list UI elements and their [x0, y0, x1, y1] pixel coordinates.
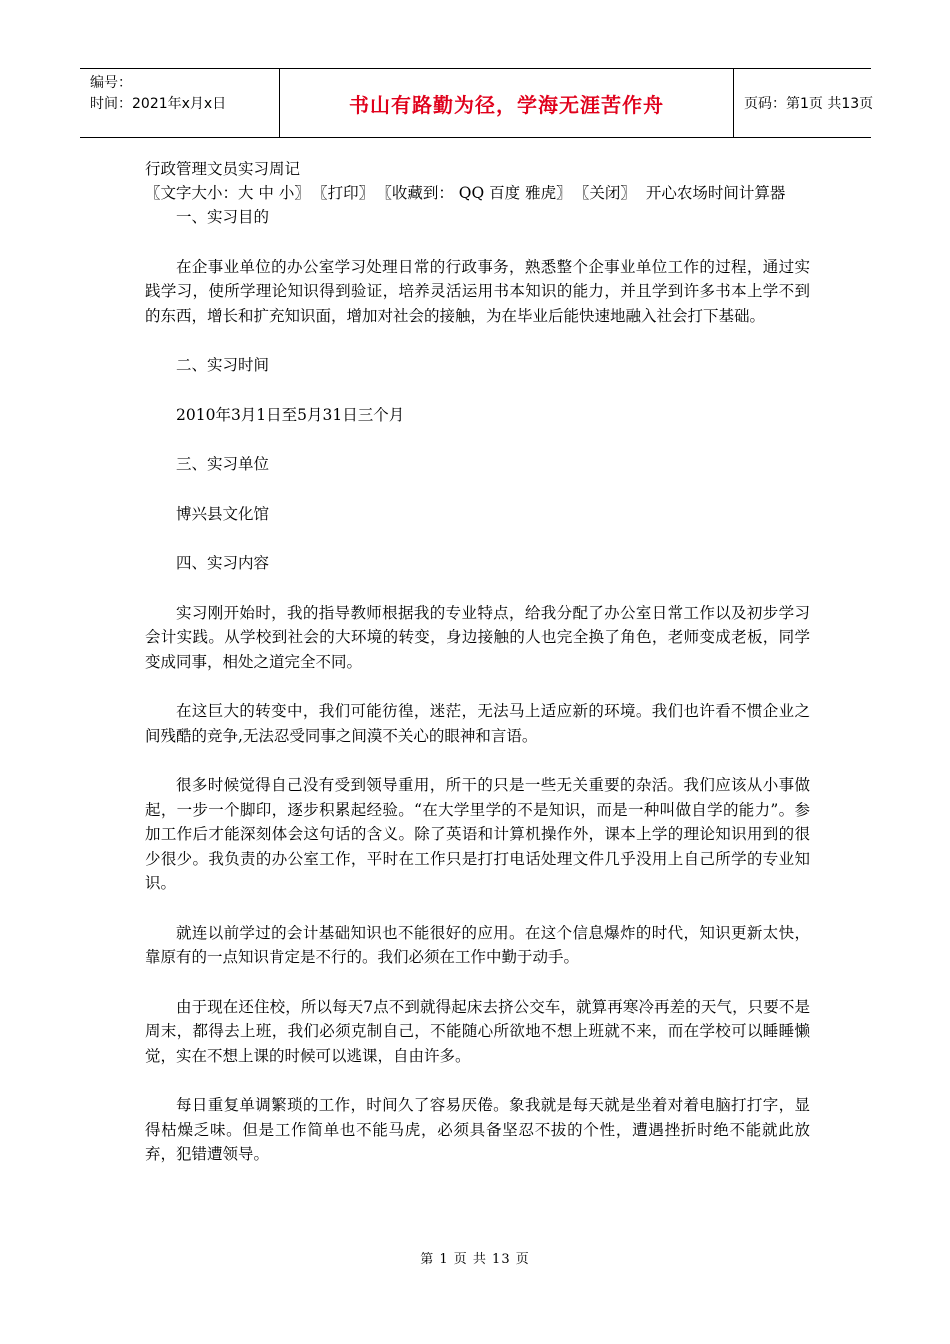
- paragraph: 博兴县文化馆: [176, 504, 270, 523]
- paragraph: 很多时候觉得自己没有受到领导重用，所干的只是一些无关重要的杂活。我们应该从小事做起，一步一个脚印，逐步积累起经验。“在大学里学的不是知识，而是一种叫做自学的能力”。参加工作后才能深刻体会这句话的含义。除了英语和计算机操作外，课本上学的理论知识用到的很少很少。我负责的办公室工作，平时在工作只是打打电话处理文件几乎没用上自己所学的专业知识。: [145, 776, 810, 892]
- page-footer: 第 1 页 共 13 页: [420, 1252, 530, 1267]
- header-motto-cell: [280, 69, 734, 137]
- number-label: 编号：: [90, 75, 132, 91]
- section-heading: 一、实习目的: [176, 208, 270, 226]
- motto: 书山有路勤为径，学海无涯苦作舟: [349, 92, 664, 117]
- document-header: [80, 68, 874, 138]
- date-label: 时间：2021年x月x日: [90, 96, 227, 112]
- paragraph: 就连以前学过的会计基础知识也不能很好的应用。在这个信息爆炸的时代，知识更新太快，靠原有的一点知识肯定是不行的。我们必须在工作中勤于动手。: [145, 923, 810, 966]
- farm-time-calculator-link[interactable]: 开心农场时间计算器: [645, 184, 786, 202]
- doc-title: 行政管理文员实习周记: [145, 160, 301, 178]
- close-link[interactable]: 〖关闭〗: [581, 184, 636, 202]
- print-link[interactable]: 〖打印〗: [319, 184, 375, 202]
- document-body: [145, 157, 810, 1167]
- paragraph: 每日重复单调繁琐的工作，时间久了容易厌倦。象我就是每天就是坐着对着电脑打打字，显得枯燥乏味。但是工作简单也不能马虎，必须具备坚忍不拔的个性，遭遇挫折时绝不能就此放弃，犯错遭领导。: [145, 1096, 810, 1163]
- section-heading: 四、实习内容: [176, 554, 270, 572]
- section-heading: 三、实习单位: [176, 455, 270, 473]
- paragraph: 由于现在还住校，所以每天7点不到就得起床去挤公交车，就算再寒冷再差的天气，只要不是周末，都得去上班，我们必须克制自己，不能随心所欲地不想上班就不来，而在学校可以睡睡懒觉，实在不想上课的时候可以逃课，自由许多。: [145, 997, 810, 1065]
- font-size-control[interactable]: 〖文字大小：大 中 小〗: [145, 184, 310, 202]
- header-page-info: 页码：第1页 共13页: [744, 96, 874, 112]
- bookmark-links[interactable]: 〖收藏到： QQ 百度 雅虎〗: [384, 184, 572, 202]
- paragraph: 在企事业单位的办公室学习处理日常的行政事务，熟悉整个企事业单位工作的过程，通过实践学习，使所学理论知识得到验证，培养灵活运用书本知识的能力，并且学到许多书本上学不到的东西，增长和扩充知识面，增加对社会的接触，为在毕业后能快速地融入社会打下基础。: [145, 257, 810, 325]
- header-meta: [80, 69, 280, 137]
- paragraph: 实习刚开始时，我的指导教师根据我的专业特点，给我分配了办公室日常工作以及初步学习会计实践。从学校到社会的大环境的转变，身边接触的人也完全换了角色，老师变成老板，同学变成同事，相处之道完全不同。: [145, 603, 810, 671]
- article-toolbar: [145, 181, 810, 205]
- paragraph: 在这巨大的转变中，我们可能彷徨，迷茫，无法马上适应新的环境。我们也许看不惯企业之间残酷的竞争,无法忍受同事之间漠不关心的眼神和言语。: [145, 702, 810, 745]
- paragraph: 2010年3月1日至5月31日三个月: [176, 405, 405, 424]
- section-heading: 二、实习时间: [176, 356, 270, 374]
